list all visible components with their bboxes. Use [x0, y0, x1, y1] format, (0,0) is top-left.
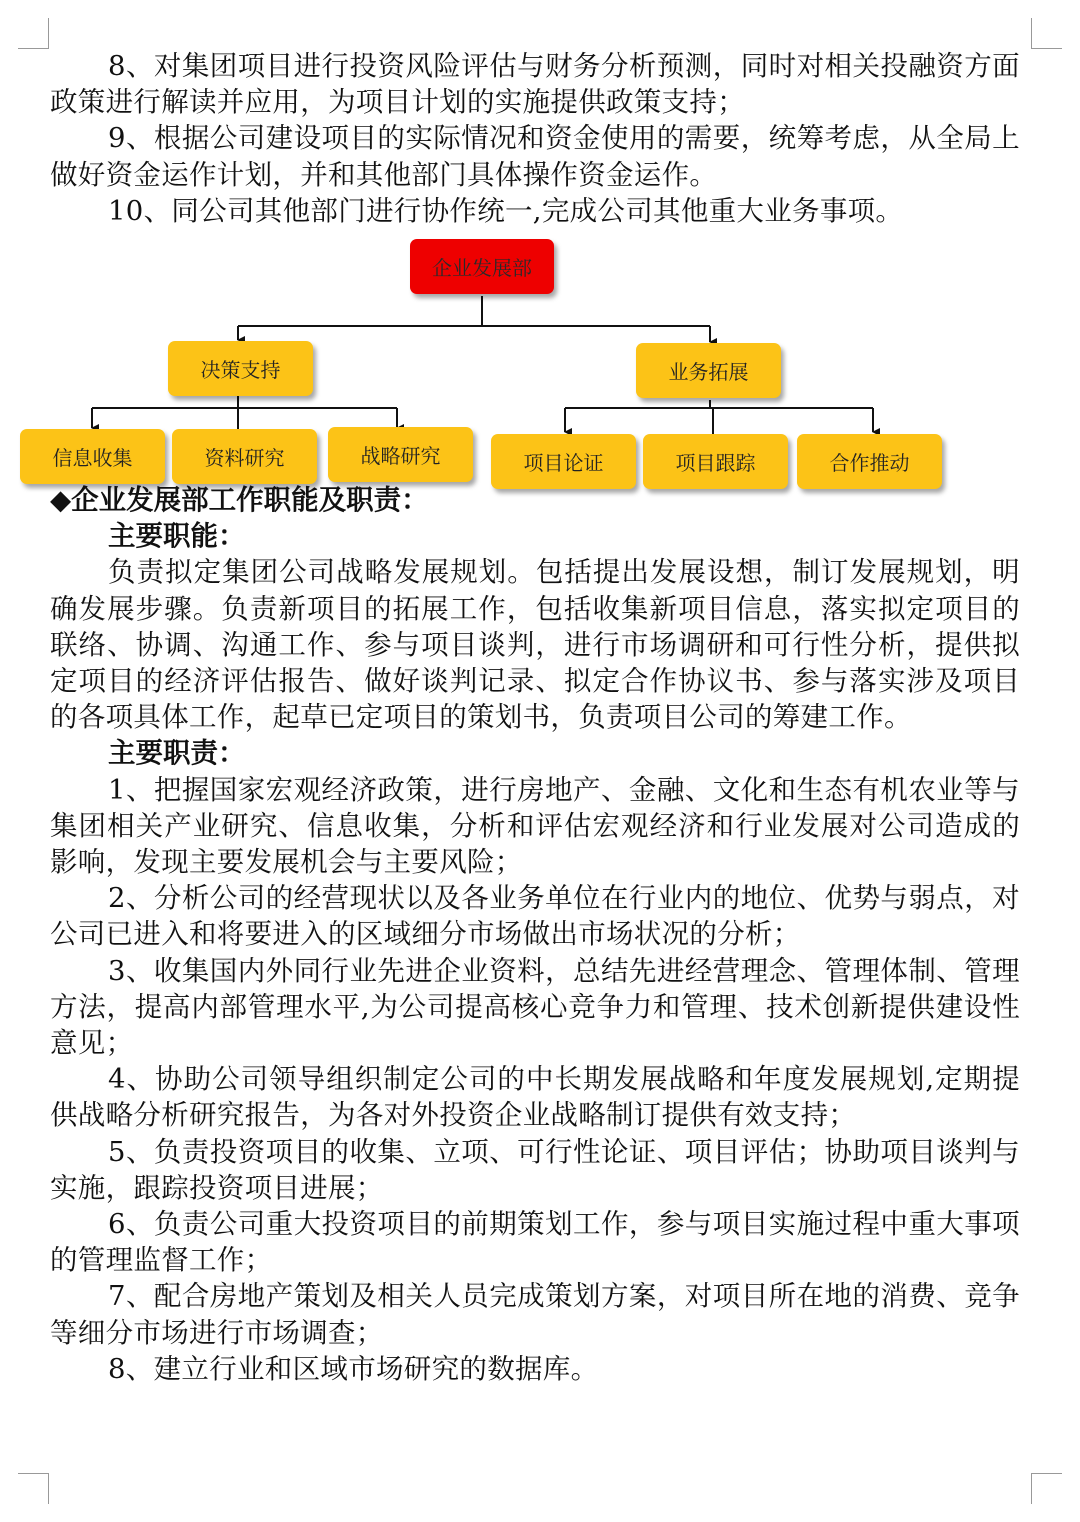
duty-item: 8、建立行业和区域市场研究的数据库。	[108, 1352, 599, 1385]
crop-mark-bottom-right	[1031, 1473, 1062, 1504]
duty-item: 3、收集国内外同行业先进企业资料，总结先进经营理念、管理体制、管理方法，提高内部管理水平,为公司提高核心竞争力和管理、技术创新提供建设性意见；	[50, 954, 1020, 1060]
duty-item: 7、配合房地产策划及相关人员完成策划方案，对项目所在地的消费、竞争等细分市场进行市场调查；	[50, 1280, 1020, 1349]
node-info-collection: 信息收集	[20, 429, 165, 484]
duty-item: 6、负责公司重大投资项目的前期策划工作，参与项目实施过程中重大事项的管理监督工作；	[50, 1208, 1020, 1277]
node-decision-support: 决策支持	[168, 341, 313, 396]
functions-heading: 主要职能：	[108, 520, 246, 553]
functions-section	[50, 482, 1020, 1387]
duty-item: 2、分析公司的经营现状以及各业务单位在行业内的地位、优势与弱点，对公司已进入和将要进入的区域细分市场做出市场状况的分析；	[50, 882, 1020, 951]
org-chart	[0, 230, 1080, 500]
node-root: 企业发展部	[410, 239, 554, 294]
node-business-expansion: 业务拓展	[636, 343, 781, 398]
node-project-demonstration: 项目论证	[491, 434, 636, 489]
duty-item: 1、把握国家宏观经济政策，进行房地产、金融、文化和生态有机农业等与集团相关产业研究、信息收集，分析和评估宏观经济和行业发展对公司造成的影响，发现主要发展机会与主要风险；	[50, 773, 1020, 879]
crop-mark-top-left	[18, 18, 49, 49]
crop-mark-top-right	[1031, 18, 1062, 49]
duty-item: 5、负责投资项目的收集、立项、可行性论证、项目评估；协助项目谈判与实施，跟踪投资项目进展；	[50, 1135, 1020, 1204]
node-cooperation-promotion: 合作推动	[797, 434, 942, 489]
functions-text: 负责拟定集团公司战略发展规划。包括提出发展设想，制订发展规划，明确发展步骤。负责新项目的拓展工作，包括收集新项目信息，落实拟定项目的联络、协调、沟通工作、参与项目谈判，进行市场调研和可行性分析，提供拟定项目的经济评估报告、做好谈判记录、拟定合作协议书、参与落实涉及项目的各项具体工作，起草已定项目的策划书，负责项目公司的筹建工作。	[50, 556, 1020, 734]
top-paragraphs	[50, 48, 1020, 229]
paragraph-8: 8、对集团项目进行投资风险评估与财务分析预测，同时对相关投融资方面政策进行解读并应用，为项目计划的实施提供政策支持；	[50, 50, 1020, 119]
paragraph-9: 9、根据公司建设项目的实际情况和资金使用的需要，统筹考虑，从全局上做好资金运作计划，并和其他部门具体操作资金运作。	[50, 122, 1020, 191]
node-project-tracking: 项目跟踪	[643, 434, 788, 489]
duties-heading: 主要职责：	[108, 737, 246, 770]
duty-item: 4、协助公司领导组织制定公司的中长期发展战略和年度发展规划,定期提供战略分析研究报告，为各对外投资企业战略制订提供有效支持；	[50, 1063, 1020, 1132]
node-strategy-research: 战略研究	[328, 427, 473, 482]
node-material-research: 资料研究	[172, 429, 317, 484]
paragraph-10: 10、同公司其他部门进行协作统一,完成公司其他重大业务事项。	[108, 194, 904, 227]
crop-mark-bottom-left	[18, 1473, 49, 1504]
section-title: ◆企业发展部工作职能及职责：	[50, 484, 429, 516]
